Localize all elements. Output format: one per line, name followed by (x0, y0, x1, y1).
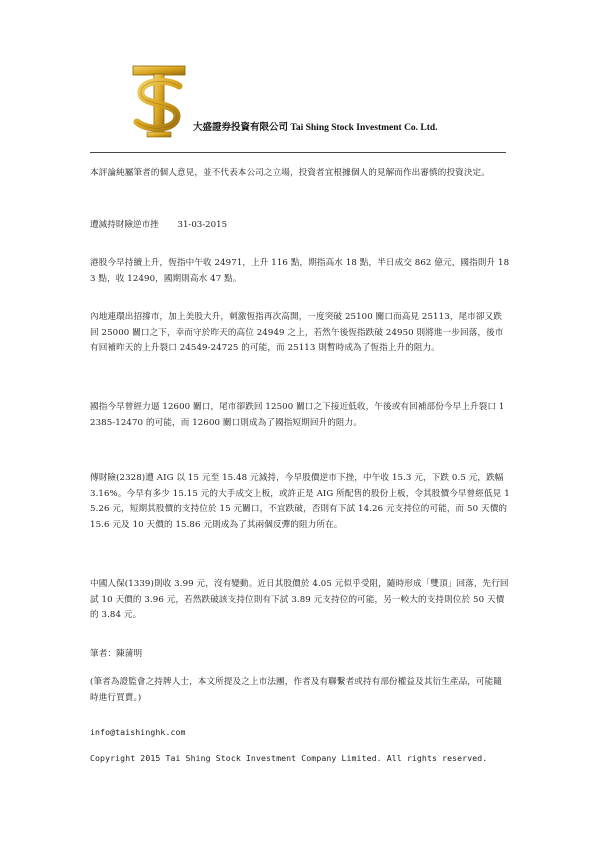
copyright: Copyright 2015 Tai Shing Stock Investment Company Limited. All rights reserved. (90, 753, 488, 763)
company-name (193, 119, 438, 133)
disclaimer: 本評論純屬筆者的個人意見，並不代表本公司之立場，投資者宜根據個人的見解而作出審慎的投資決定。 (90, 168, 490, 178)
article-date: 31-03-2015 (177, 220, 228, 230)
logo-base (147, 132, 171, 137)
paragraph-4: 傳財險(2328)遭 AIG 以 15 元至 15.48 元減持，今早股價逆市下挫，中午收 15.3 元，下跌 0.5 元，跌幅 3.16%。今早有多少 15.15 元的大手成交上板，或許正是 AIG 所配售的股份上板，令其股價今早曾經低見 15.26 元，短期其股價的支持位於 15 元關口，不宜跌破，否則有下試 14.26 元支持位的可能，而 50 天價的 15.6 元及 10 天價的 15.86 元則成為了其兩個反彈的阻力所在。 (90, 473, 510, 530)
company-name-zh: 大盛證券投資有限公司 (193, 123, 289, 133)
paragraph-1: 港股今早持續上升，恆指中午收 24971，上升 116 點，期指高水 18 點，半日成交 862 億元，國指則升 183 點，收 12490，國期則高水 47 點。 (90, 258, 510, 284)
header-divider (90, 152, 506, 153)
author-note: (筆者為證監會之持牌人士，本文所提及之上市法團，作者及有聯繫者或持有部份權益及其衍生產品，可能隨時進行買賣。) (90, 677, 503, 703)
paragraph-2: 內地連環出招撐市，加上美股大升，刺激恆指再次高開，一度突破 25100 關口而高見 25113，尾市卻又跌回 25000 關口之下，幸而守於昨天的高位 24949 之上，若然午後恆指跌破 24950 則將進一步回落，後市有回補昨天的上升裂口 24549-24725 的可能，而 25113 則暫時成為了恆指上升的阻力。 (90, 312, 504, 354)
article-title-row (90, 218, 227, 230)
article-title: 遭減持財險逆市挫 (90, 220, 159, 230)
author: 筆者：陳蒲明 (90, 649, 143, 659)
paragraph-3: 國指今早曾經力逼 12600 關口，尾市卻跌回 12500 關口之下接近低收，午後或有回補部份今早上升裂口 12385-12470 的可能，而 12600 關口則成為了國指短期回升的阻力。 (90, 402, 505, 428)
company-name-en: Tai Shing Stock Investment Co. Ltd. (290, 123, 438, 133)
contact-email[interactable]: info@taishinghk.com (90, 727, 186, 737)
paragraph-5: 中國人保(1339)則收 3.99 元，沒有變動。近日其股價於 4.05 元似乎受阻，隨時形成「雙頂」回落，先行回試 10 天價的 3.96 元，若然跌破該支持位則有下試 3.89 元支持位的可能，另一較大的支持則位於 50 天價的 3.84 元。 (90, 579, 509, 621)
company-logo (127, 62, 191, 142)
